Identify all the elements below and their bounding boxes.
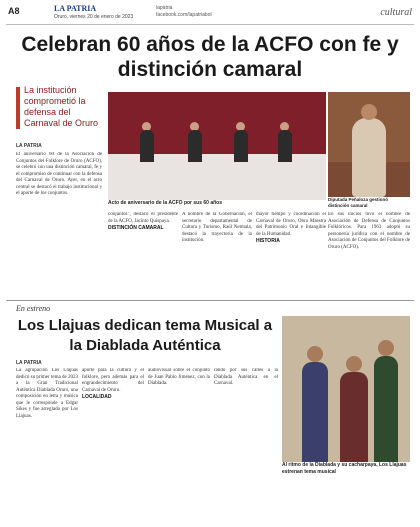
article2-byline: LA PATRIA <box>16 360 42 366</box>
section-name: cultural <box>380 7 412 18</box>
date-line: Oruro, viernes 20 de enero de 2023 <box>54 14 134 20</box>
newspaper-logo: LA PATRIA <box>54 4 97 13</box>
person-figure <box>340 372 368 462</box>
page-header <box>6 3 414 25</box>
person-figure <box>234 130 248 162</box>
person-head <box>307 346 323 362</box>
article1-body-4: mayor tiempo y coordinación el Carnaval de Oruro, Obra Maestra del Patrimonio Oral e Intangible de la Humanidad. <box>256 212 326 237</box>
article2-body-2: aporte para la cultura y el folklore, pero además para el engrandecimiento del Carnaval de Oruro. <box>82 368 144 393</box>
article1-body-5: En sus inicios tuvo el nombre de Asociación de Defensa de Conjuntos Folklóricos. Para 1963 adoptó su personería jurídica con el nombre de Asociación de Conjuntos del Folklore de Oruro (ACFO). <box>328 212 410 250</box>
article1-column-3 <box>182 212 252 297</box>
article1-body-2: conjuntos", destacó el presidente de la ACFO, Jacinto Quispaya. <box>108 212 178 224</box>
person-figure <box>188 130 202 162</box>
page-number: A8 <box>8 6 20 16</box>
article2-headline: Los Llajuas dedican tema Musical a la Diablada Auténtica <box>17 317 273 354</box>
ceremony-photo <box>108 92 326 200</box>
article1-byline: LA PATRIA <box>16 143 42 149</box>
article2-kicker: En estreno <box>16 304 51 313</box>
person-figure <box>374 356 398 462</box>
article1-body-3: A nombre de la Gobernación, el secretario departamental de Cultura y Turismo, Raúl Nemtala, destacó la trayectoria de la institución. <box>182 212 252 243</box>
article1-column-1 <box>16 152 102 297</box>
article1-body-1: El aniversario 60 de la Asociación de Conjuntos del Folklore de Oruro (ACFO), se celebró con una distinción camaral, fe y el compromiso de continuar con la defensa del Carnaval de Oruro. Ayer, en el acto central se destacó el trabajo institucional y el aporte de los conjuntos. <box>16 152 102 196</box>
person-head <box>378 340 394 356</box>
person-head <box>346 356 362 372</box>
person-figure <box>352 118 386 197</box>
article1-headline: Celebran 60 años de la ACFO con fe y distinción camaral <box>21 33 399 81</box>
llajuas-photo <box>282 316 410 462</box>
subhead-text: La institución comprometió la defensa del Carnaval de Oruro <box>24 85 99 128</box>
llajuas-photo-caption: Al ritmo de la Diablada y su cacharpaya, Los Llajuas estrenan tema musical <box>282 462 407 475</box>
person-figure <box>278 130 292 162</box>
article2-column-2 <box>82 368 144 518</box>
article2-column-3 <box>148 368 210 518</box>
article1-column-2 <box>108 212 178 297</box>
article1-subhead <box>16 85 102 129</box>
social-handle: lapatria <box>156 5 173 11</box>
article2-column-4 <box>214 368 278 518</box>
diputada-photo-caption: Diputada Peñaloza gestionó distinción camaral <box>328 197 389 208</box>
article2-column-1 <box>16 368 78 518</box>
person-head <box>361 104 377 120</box>
article1-column-5 <box>328 212 410 297</box>
article1-column-4 <box>256 212 326 297</box>
social-facebook: facebook.com/lapatriabol <box>156 12 212 18</box>
subhead-accent-bar <box>16 87 20 129</box>
article2-body-3: audiovisual sobre el conjunto de Juan Pablo Jiménez, con la Diablada. <box>148 368 210 386</box>
person-figure <box>140 130 154 162</box>
article-separator <box>6 300 414 301</box>
article2-body-1: La agrupación Los Llajuas dedicó su primer tema de 2023 a la Gran Tradicional Auténtica Diablada Oruro, una composición en letra y música que le corresponde a Edgar Sikes y fue arreglado por Los Llajuas. <box>16 368 78 419</box>
social-links <box>156 5 212 19</box>
person-figure <box>302 362 328 462</box>
article2-subtitle-localidad: LOCALIDAD <box>82 394 112 400</box>
diputada-photo <box>328 92 410 197</box>
article1-subtitle-distincion: DISTINCIÓN CAMARAL <box>108 225 164 231</box>
article2-body-4: rando por sus calles a la Diablada Auténtica en el Carnaval. <box>214 368 278 386</box>
ceremony-photo-caption: Acto de aniversario de la ACFO por sus 60 años <box>108 200 223 206</box>
article1-subtitle-historia: HISTORIA <box>256 238 280 244</box>
